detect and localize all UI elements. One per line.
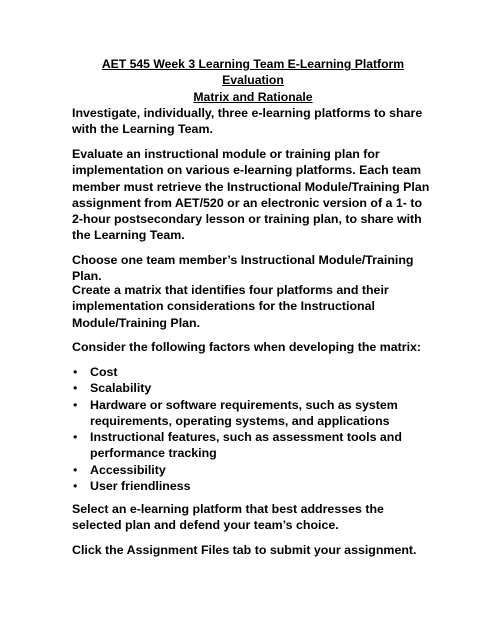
list-item-text: User friendliness [90, 479, 191, 494]
paragraph-submit-instructions: Click the Assignment Files tab to submit your assignment. [72, 543, 417, 557]
paragraph-choose: Choose one team member’s Instructional Module/Training Plan. [72, 253, 414, 284]
bullet-icon: • [73, 479, 78, 494]
list-item-text: Accessibility [90, 462, 166, 477]
bullet-icon: • [73, 381, 78, 396]
list-item [72, 478, 432, 494]
list-item [72, 380, 432, 396]
paragraph-evaluate: Evaluate an instructional module or training plan for implementation on various e-learning platforms. Each team member must retrieve the Instructional Module/Training Plan assignment from AET/520 or an electronic version of a 1- to 2-hour postsecondary lesson or training plan, to share with the Learning Team. [72, 147, 430, 243]
list-item [72, 397, 432, 430]
factors-list [72, 364, 432, 494]
list-item-text: Scalability [90, 381, 152, 396]
document-title [70, 56, 436, 105]
title-line-1: AET 545 Week 3 Learning Team E-Learning Platform Evaluation [101, 57, 405, 88]
title-line-2: Matrix and Rationale [193, 89, 313, 104]
list-item [72, 462, 432, 478]
list-item [72, 429, 432, 462]
list-item-text: Instructional features, such as assessment tools and performance tracking [90, 430, 402, 461]
document-page [72, 0, 432, 640]
list-item [72, 364, 432, 380]
paragraph-create-matrix: Create a matrix that identifies four platforms and their implementation considerations for the Instructional Module/Training Plan. [72, 283, 389, 330]
paragraph-select-platform: Select an e-learning platform that best addresses the selected plan and defend your team’s choice. [72, 502, 384, 533]
bullet-icon: • [73, 430, 78, 445]
paragraph-consider-factors: Consider the following factors when developing the matrix: [72, 340, 422, 354]
bullet-icon: • [73, 397, 78, 412]
list-item-text: Hardware or software requirements, such as system requirements, operating systems, and applications [90, 397, 398, 428]
paragraph-investigate: Investigate, individually, three e-learning platforms to share with the Learning Team. [72, 106, 423, 137]
bullet-icon: • [73, 462, 78, 477]
list-item-text: Cost [90, 365, 118, 379]
bullet-icon: • [73, 365, 78, 379]
